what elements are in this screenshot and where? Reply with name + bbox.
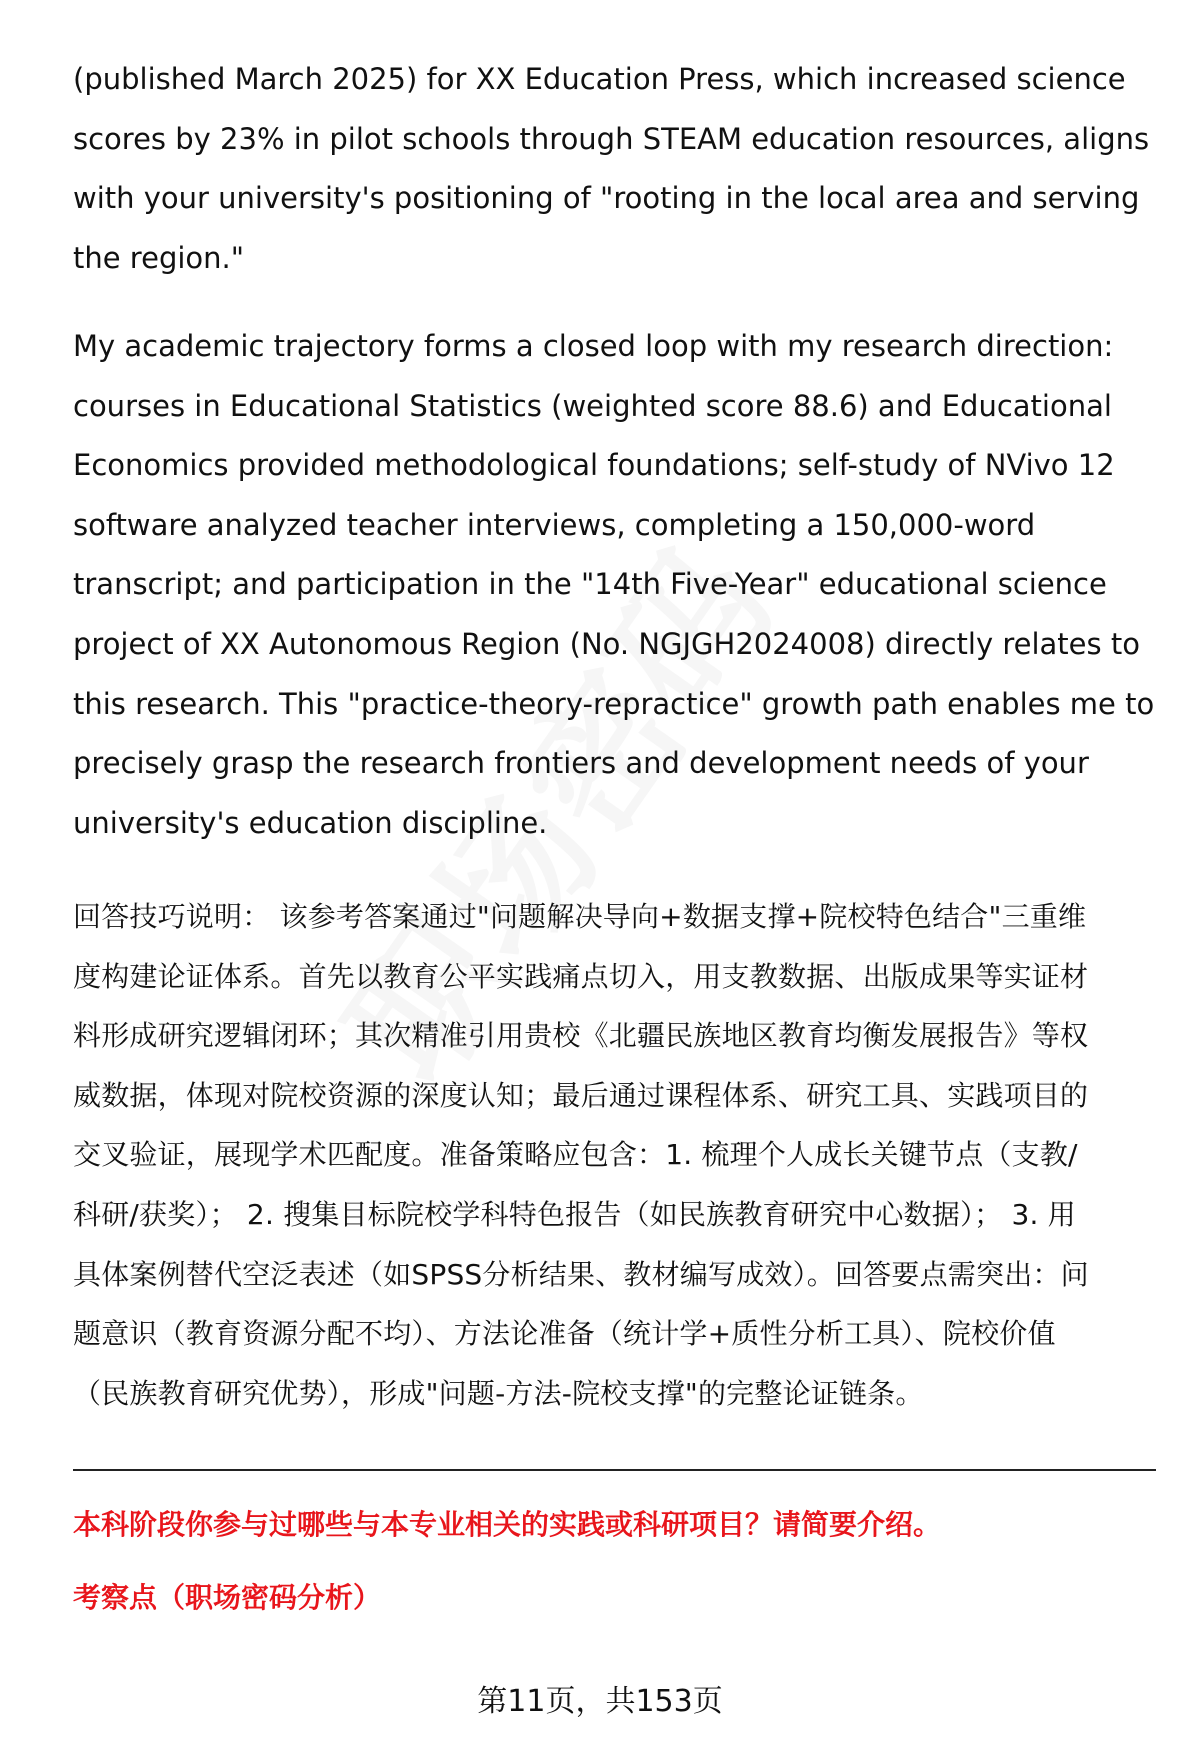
text-line: 回答技巧说明： 该参考答案通过"问题解决导向+数据支撑+院校特色结合"三重维 [73, 900, 1087, 933]
text-line: project of XX Autonomous Region (No. NGJGH2024008) directly relates to [73, 626, 1140, 661]
text-line: this research. This "practice-theory-repractice" growth path enables me to [73, 686, 1155, 721]
paragraph-academic-trajectory [73, 317, 1163, 853]
text-line: courses in Educational Statistics (weighted score 88.6) and Educational [73, 388, 1112, 423]
text-line: scores by 23% in pilot schools through STEAM education resources, aligns [73, 121, 1150, 156]
question-heading: 本科阶段你参与过哪些与本专业相关的实践或科研项目？请简要介绍。 [73, 1508, 942, 1541]
text-line: transcript; and participation in the "14th Five-Year" educational science [73, 567, 1107, 602]
text-line: 料形成研究逻辑闭环；其次精准引用贵校《北疆民族地区教育均衡发展报告》等权 [73, 1019, 1089, 1053]
section-divider [73, 1469, 1156, 1471]
paragraph-answer-tips [73, 887, 1163, 1423]
paragraph-continued [73, 50, 1163, 288]
text-line: precisely grasp the research frontiers and development needs of your [73, 746, 1089, 781]
text-line: My academic trajectory forms a closed loop with my research direction: [73, 329, 1114, 363]
page-number: 第11页，共153页 [477, 1684, 723, 1719]
text-line: 具体案例替代空泛表述（如SPSS分析结果、教材编写成效）。回答要点需突出：问 [73, 1257, 1089, 1291]
text-line: 威数据，体现对院校资源的深度认知；最后通过课程体系、研究工具、实践项目的 [73, 1078, 1089, 1112]
text-line: 题意识（教育资源分配不均）、方法论准备（统计学+质性分析工具）、院校价值 [73, 1317, 1056, 1351]
key-point-heading: 考察点（职场密码分析） [73, 1581, 382, 1614]
text-line: university's education discipline. [73, 805, 548, 840]
text-line: （民族教育研究优势），形成"问题-方法-院校支撑"的完整论证链条。 [73, 1376, 924, 1410]
text-line: the region." [73, 240, 245, 275]
text-line: 度构建论证体系。首先以教育公平实践痛点切入，用支教数据、出版成果等实证材 [73, 959, 1089, 993]
text-line: with your university's positioning of "rooting in the local area and serving [73, 181, 1140, 216]
text-line: software analyzed teacher interviews, completing a 150,000-word [73, 507, 1036, 542]
text-line: Economics provided methodological foundations; self-study of NVivo 12 [73, 448, 1115, 483]
text-line: 交叉验证，展现学术匹配度。准备策略应包含：1. 梳理个人成长关键节点（支教/ [73, 1138, 1078, 1172]
text-line: (published March 2025) for XX Education Press, which increased science [73, 62, 1126, 96]
text-line: 科研/获奖）； 2. 搜集目标院校学科特色报告（如民族教育研究中心数据）； 3. 用 [73, 1197, 1076, 1231]
